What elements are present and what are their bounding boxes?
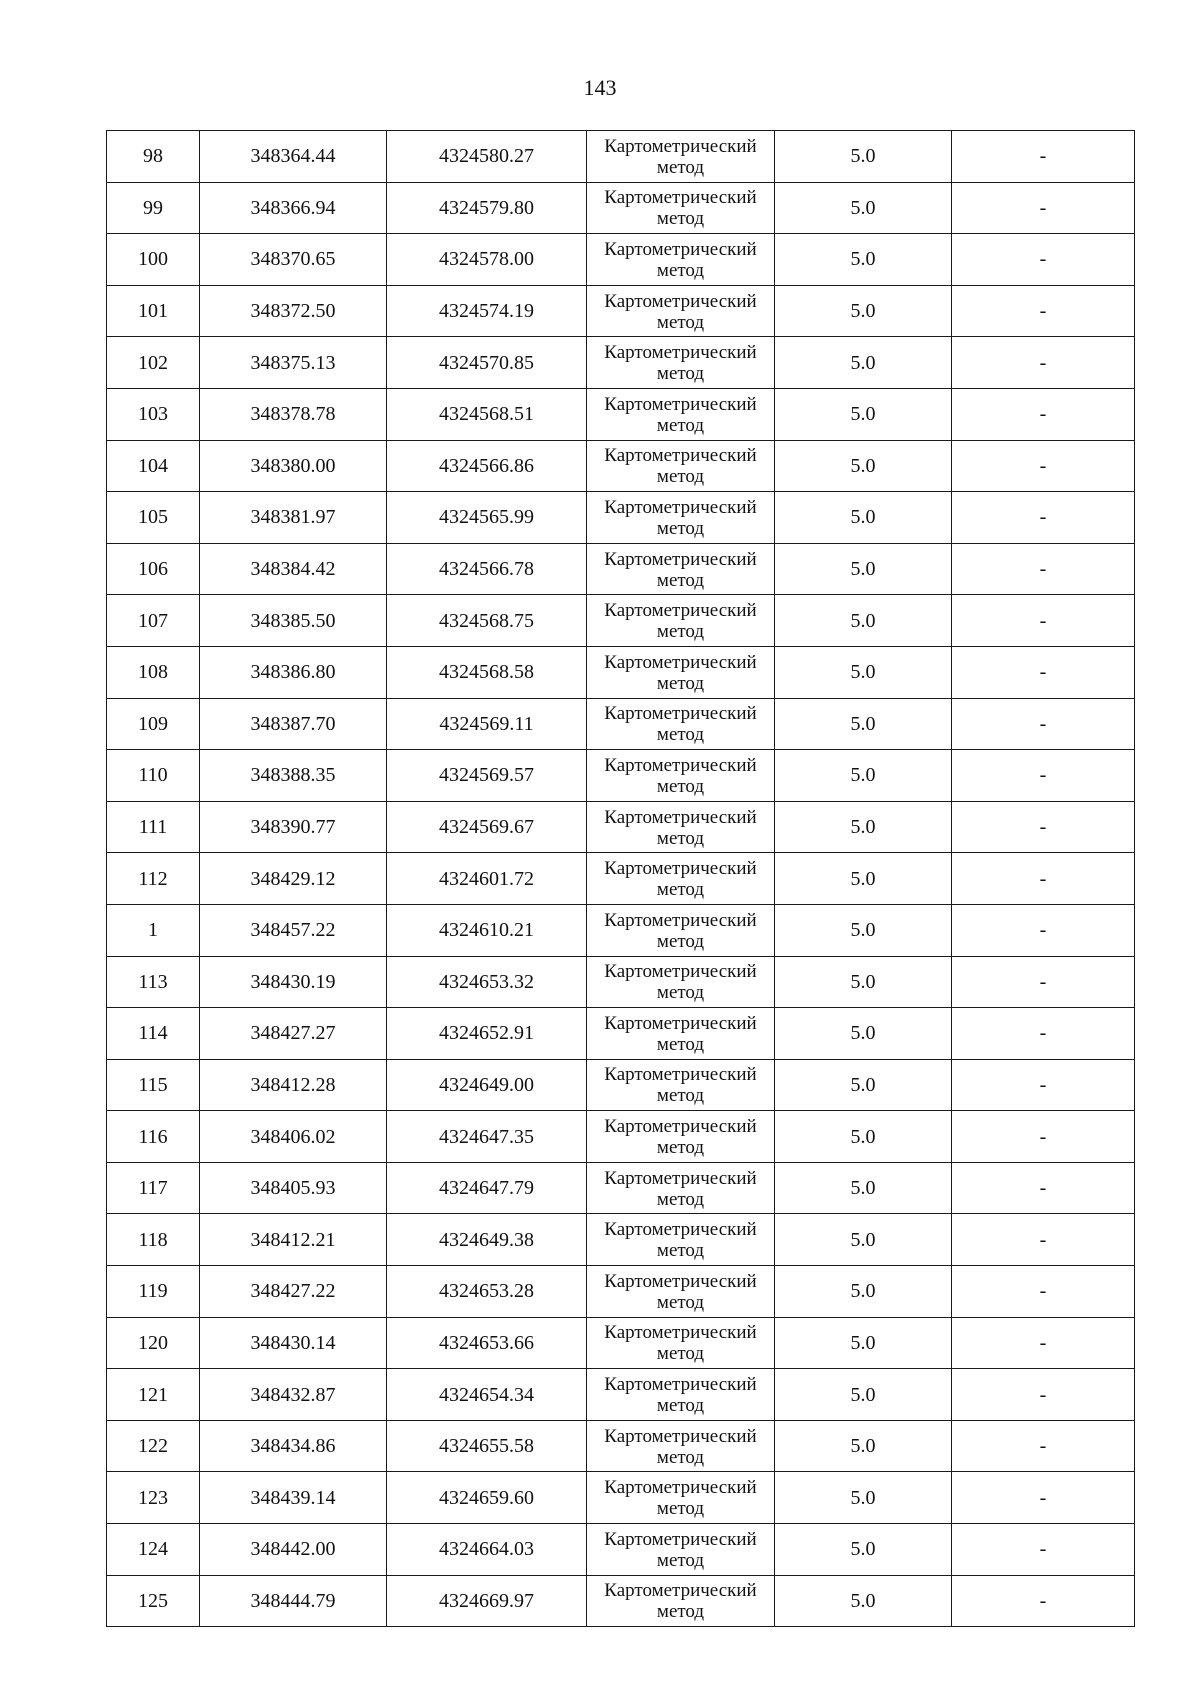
method-cell: Картометрический метод [587, 646, 775, 698]
description-cell: - [952, 285, 1135, 337]
y-coordinate-cell: 4324601.72 [387, 853, 587, 905]
y-coordinate-cell: 4324579.80 [387, 182, 587, 234]
x-coordinate-cell: 348370.65 [200, 234, 387, 286]
accuracy-cell: 5.0 [775, 1059, 952, 1111]
method-cell: Картометрический метод [587, 595, 775, 647]
method-cell: Картометрический метод [587, 853, 775, 905]
point-number-cell: 106 [107, 543, 200, 595]
accuracy-cell: 5.0 [775, 646, 952, 698]
description-cell: - [952, 388, 1135, 440]
description-cell: - [952, 543, 1135, 595]
description-cell: - [952, 1524, 1135, 1576]
table-row [107, 440, 1135, 492]
x-coordinate-cell: 348385.50 [200, 595, 387, 647]
accuracy-cell: 5.0 [775, 543, 952, 595]
y-coordinate-cell: 4324652.91 [387, 1008, 587, 1060]
y-coordinate-cell: 4324580.27 [387, 131, 587, 183]
table-row [107, 1111, 1135, 1163]
point-number-cell: 111 [107, 801, 200, 853]
accuracy-cell: 5.0 [775, 750, 952, 802]
x-coordinate-cell: 348384.42 [200, 543, 387, 595]
point-number-cell: 123 [107, 1472, 200, 1524]
y-coordinate-cell: 4324568.58 [387, 646, 587, 698]
method-cell: Картометрический метод [587, 1162, 775, 1214]
y-coordinate-cell: 4324653.28 [387, 1266, 587, 1318]
y-coordinate-cell: 4324569.67 [387, 801, 587, 853]
accuracy-cell: 5.0 [775, 956, 952, 1008]
coordinates-table [106, 130, 1135, 1627]
y-coordinate-cell: 4324649.00 [387, 1059, 587, 1111]
method-cell: Картометрический метод [587, 1059, 775, 1111]
accuracy-cell: 5.0 [775, 1317, 952, 1369]
accuracy-cell: 5.0 [775, 801, 952, 853]
accuracy-cell: 5.0 [775, 904, 952, 956]
y-coordinate-cell: 4324659.60 [387, 1472, 587, 1524]
description-cell: - [952, 1059, 1135, 1111]
x-coordinate-cell: 348364.44 [200, 131, 387, 183]
table-row [107, 853, 1135, 905]
x-coordinate-cell: 348405.93 [200, 1162, 387, 1214]
description-cell: - [952, 182, 1135, 234]
method-cell: Картометрический метод [587, 1472, 775, 1524]
table-row [107, 492, 1135, 544]
description-cell: - [952, 131, 1135, 183]
x-coordinate-cell: 348390.77 [200, 801, 387, 853]
method-cell: Картометрический метод [587, 956, 775, 1008]
y-coordinate-cell: 4324653.66 [387, 1317, 587, 1369]
table-row [107, 1524, 1135, 1576]
description-cell: - [952, 595, 1135, 647]
method-cell: Картометрический метод [587, 337, 775, 389]
method-cell: Картометрический метод [587, 1575, 775, 1627]
description-cell: - [952, 1111, 1135, 1163]
description-cell: - [952, 1420, 1135, 1472]
table-row [107, 234, 1135, 286]
page-number: 143 [583, 75, 617, 100]
method-cell: Картометрический метод [587, 1524, 775, 1576]
x-coordinate-cell: 348387.70 [200, 698, 387, 750]
description-cell: - [952, 801, 1135, 853]
point-number-cell: 124 [107, 1524, 200, 1576]
x-coordinate-cell: 348412.28 [200, 1059, 387, 1111]
method-cell: Картометрический метод [587, 750, 775, 802]
accuracy-cell: 5.0 [775, 1266, 952, 1318]
point-number-cell: 107 [107, 595, 200, 647]
x-coordinate-cell: 348430.19 [200, 956, 387, 1008]
method-cell: Картометрический метод [587, 1008, 775, 1060]
y-coordinate-cell: 4324569.11 [387, 698, 587, 750]
table-row [107, 388, 1135, 440]
accuracy-cell: 5.0 [775, 1524, 952, 1576]
table-row [107, 595, 1135, 647]
method-cell: Картометрический метод [587, 1420, 775, 1472]
y-coordinate-cell: 4324565.99 [387, 492, 587, 544]
description-cell: - [952, 337, 1135, 389]
point-number-cell: 114 [107, 1008, 200, 1060]
point-number-cell: 119 [107, 1266, 200, 1318]
x-coordinate-cell: 348427.22 [200, 1266, 387, 1318]
method-cell: Картометрический метод [587, 1369, 775, 1421]
accuracy-cell: 5.0 [775, 440, 952, 492]
accuracy-cell: 5.0 [775, 1369, 952, 1421]
description-cell: - [952, 1162, 1135, 1214]
method-cell: Картометрический метод [587, 1266, 775, 1318]
table-row [107, 1369, 1135, 1421]
description-cell: - [952, 698, 1135, 750]
accuracy-cell: 5.0 [775, 388, 952, 440]
point-number-cell: 122 [107, 1420, 200, 1472]
method-cell: Картометрический метод [587, 131, 775, 183]
x-coordinate-cell: 348378.78 [200, 388, 387, 440]
x-coordinate-cell: 348388.35 [200, 750, 387, 802]
x-coordinate-cell: 348381.97 [200, 492, 387, 544]
y-coordinate-cell: 4324566.78 [387, 543, 587, 595]
y-coordinate-cell: 4324610.21 [387, 904, 587, 956]
accuracy-cell: 5.0 [775, 1214, 952, 1266]
description-cell: - [952, 646, 1135, 698]
point-number-cell: 101 [107, 285, 200, 337]
point-number-cell: 105 [107, 492, 200, 544]
method-cell: Картометрический метод [587, 904, 775, 956]
accuracy-cell: 5.0 [775, 698, 952, 750]
table-row [107, 646, 1135, 698]
table-row [107, 750, 1135, 802]
description-cell: - [952, 440, 1135, 492]
description-cell: - [952, 1317, 1135, 1369]
point-number-cell: 112 [107, 853, 200, 905]
point-number-cell: 116 [107, 1111, 200, 1163]
method-cell: Картометрический метод [587, 182, 775, 234]
point-number-cell: 110 [107, 750, 200, 802]
description-cell: - [952, 234, 1135, 286]
accuracy-cell: 5.0 [775, 182, 952, 234]
y-coordinate-cell: 4324649.38 [387, 1214, 587, 1266]
y-coordinate-cell: 4324568.51 [387, 388, 587, 440]
accuracy-cell: 5.0 [775, 1008, 952, 1060]
table-row [107, 131, 1135, 183]
accuracy-cell: 5.0 [775, 595, 952, 647]
method-cell: Картометрический метод [587, 698, 775, 750]
description-cell: - [952, 492, 1135, 544]
point-number-cell: 99 [107, 182, 200, 234]
y-coordinate-cell: 4324568.75 [387, 595, 587, 647]
y-coordinate-cell: 4324570.85 [387, 337, 587, 389]
description-cell: - [952, 904, 1135, 956]
x-coordinate-cell: 348434.86 [200, 1420, 387, 1472]
x-coordinate-cell: 348366.94 [200, 182, 387, 234]
accuracy-cell: 5.0 [775, 337, 952, 389]
y-coordinate-cell: 4324569.57 [387, 750, 587, 802]
x-coordinate-cell: 348457.22 [200, 904, 387, 956]
coordinates-table-body [107, 131, 1135, 1627]
point-number-cell: 113 [107, 956, 200, 1008]
point-number-cell: 103 [107, 388, 200, 440]
x-coordinate-cell: 348444.79 [200, 1575, 387, 1627]
x-coordinate-cell: 348432.87 [200, 1369, 387, 1421]
table-row [107, 337, 1135, 389]
method-cell: Картометрический метод [587, 440, 775, 492]
point-number-cell: 109 [107, 698, 200, 750]
table-row [107, 956, 1135, 1008]
point-number-cell: 121 [107, 1369, 200, 1421]
description-cell: - [952, 956, 1135, 1008]
table-row [107, 285, 1135, 337]
point-number-cell: 100 [107, 234, 200, 286]
x-coordinate-cell: 348375.13 [200, 337, 387, 389]
method-cell: Картометрический метод [587, 234, 775, 286]
table-row [107, 1317, 1135, 1369]
y-coordinate-cell: 4324647.79 [387, 1162, 587, 1214]
method-cell: Картометрический метод [587, 492, 775, 544]
point-number-cell: 115 [107, 1059, 200, 1111]
y-coordinate-cell: 4324653.32 [387, 956, 587, 1008]
description-cell: - [952, 853, 1135, 905]
y-coordinate-cell: 4324655.58 [387, 1420, 587, 1472]
method-cell: Картометрический метод [587, 388, 775, 440]
point-number-cell: 108 [107, 646, 200, 698]
point-number-cell: 117 [107, 1162, 200, 1214]
x-coordinate-cell: 348429.12 [200, 853, 387, 905]
table-row [107, 1472, 1135, 1524]
y-coordinate-cell: 4324664.03 [387, 1524, 587, 1576]
x-coordinate-cell: 348427.27 [200, 1008, 387, 1060]
point-number-cell: 98 [107, 131, 200, 183]
y-coordinate-cell: 4324654.34 [387, 1369, 587, 1421]
accuracy-cell: 5.0 [775, 1575, 952, 1627]
y-coordinate-cell: 4324647.35 [387, 1111, 587, 1163]
x-coordinate-cell: 348430.14 [200, 1317, 387, 1369]
method-cell: Картометрический метод [587, 801, 775, 853]
method-cell: Картометрический метод [587, 1317, 775, 1369]
table-row [107, 1214, 1135, 1266]
accuracy-cell: 5.0 [775, 234, 952, 286]
table-row [107, 543, 1135, 595]
point-number-cell: 125 [107, 1575, 200, 1627]
x-coordinate-cell: 348439.14 [200, 1472, 387, 1524]
point-number-cell: 102 [107, 337, 200, 389]
table-row [107, 904, 1135, 956]
x-coordinate-cell: 348372.50 [200, 285, 387, 337]
accuracy-cell: 5.0 [775, 131, 952, 183]
x-coordinate-cell: 348442.00 [200, 1524, 387, 1576]
table-row [107, 698, 1135, 750]
description-cell: - [952, 1472, 1135, 1524]
description-cell: - [952, 1575, 1135, 1627]
accuracy-cell: 5.0 [775, 1111, 952, 1163]
x-coordinate-cell: 348380.00 [200, 440, 387, 492]
description-cell: - [952, 1369, 1135, 1421]
method-cell: Картометрический метод [587, 543, 775, 595]
table-row [107, 1266, 1135, 1318]
y-coordinate-cell: 4324578.00 [387, 234, 587, 286]
table-row [107, 1162, 1135, 1214]
description-cell: - [952, 1008, 1135, 1060]
point-number-cell: 120 [107, 1317, 200, 1369]
description-cell: - [952, 750, 1135, 802]
x-coordinate-cell: 348386.80 [200, 646, 387, 698]
y-coordinate-cell: 4324566.86 [387, 440, 587, 492]
x-coordinate-cell: 348406.02 [200, 1111, 387, 1163]
y-coordinate-cell: 4324669.97 [387, 1575, 587, 1627]
table-row [107, 1575, 1135, 1627]
y-coordinate-cell: 4324574.19 [387, 285, 587, 337]
point-number-cell: 104 [107, 440, 200, 492]
method-cell: Картометрический метод [587, 285, 775, 337]
method-cell: Картометрический метод [587, 1214, 775, 1266]
accuracy-cell: 5.0 [775, 1472, 952, 1524]
table-row [107, 1420, 1135, 1472]
table-row [107, 182, 1135, 234]
table-row [107, 1008, 1135, 1060]
method-cell: Картометрический метод [587, 1111, 775, 1163]
x-coordinate-cell: 348412.21 [200, 1214, 387, 1266]
accuracy-cell: 5.0 [775, 285, 952, 337]
accuracy-cell: 5.0 [775, 853, 952, 905]
accuracy-cell: 5.0 [775, 1162, 952, 1214]
table-row [107, 1059, 1135, 1111]
accuracy-cell: 5.0 [775, 492, 952, 544]
description-cell: - [952, 1214, 1135, 1266]
accuracy-cell: 5.0 [775, 1420, 952, 1472]
description-cell: - [952, 1266, 1135, 1318]
point-number-cell: 1 [107, 904, 200, 956]
table-row [107, 801, 1135, 853]
point-number-cell: 118 [107, 1214, 200, 1266]
